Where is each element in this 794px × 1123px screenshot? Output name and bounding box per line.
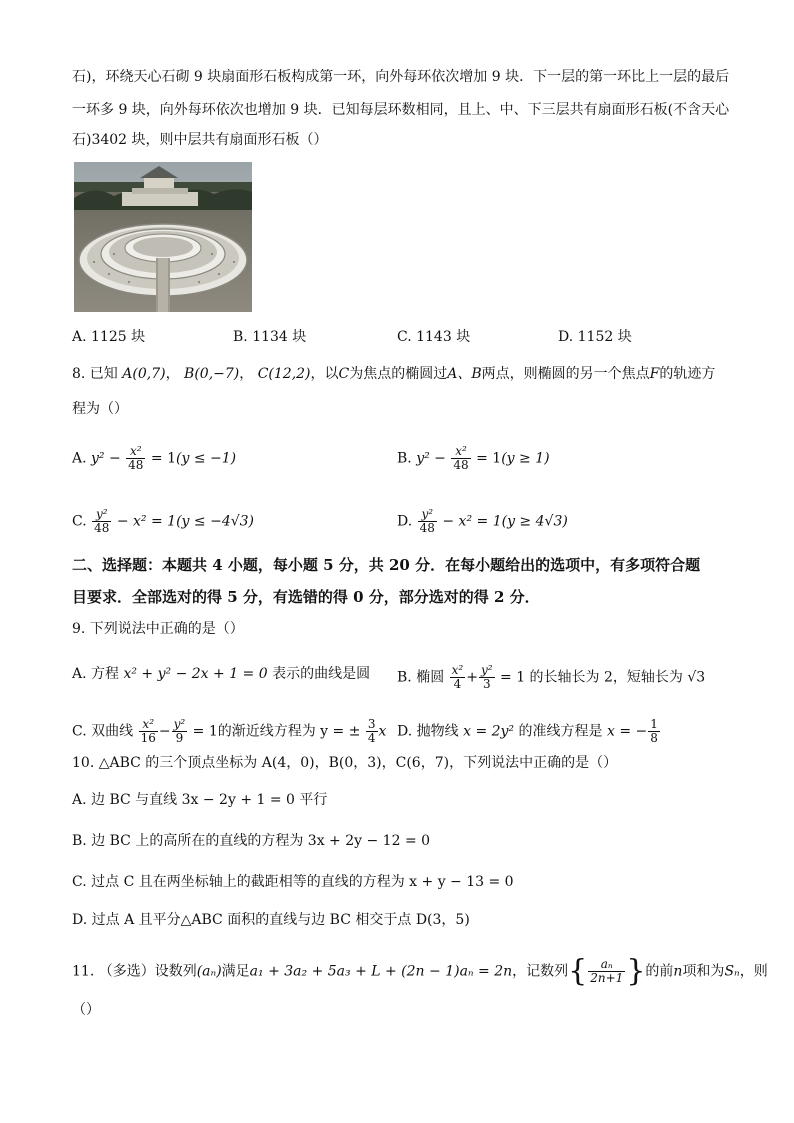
q7-option-c: C. 1143 块 (397, 329, 471, 345)
q11-stem-line-1: 11. （多选）设数列(aₙ)满足a₁ + 3a₂ + 5a₃ + L + (2n − 1)aₙ = 2n，记数列{ $\frac{\text{aₙ}}{2n+1}$ }的前n项和为Sₙ，则 (72, 953, 768, 989)
q8-option-d: D. $\frac{\text{y²}}{48}$ − x² = 1(y ≥ 4√3) (397, 507, 568, 535)
q7-line-2: 一环多 9 块，向外每环依次也增加 9 块．已知每层环数相同，且上、中、下三层共有扇面形石板(不含天心 (72, 102, 730, 118)
q9-option-b: B. 椭圆 $\frac{\text{x²}}{4}$ + $\frac{\text{y²}}{3}$ = 1 的长轴长为 2，短轴长为 √3 (397, 663, 706, 691)
q9-option-a: A. 方程 x² + y² − 2x + 1 = 0 表示的曲线是圆 (72, 666, 371, 682)
q7-line-3: 石)3402 块，则中层共有扇面形石板（） (72, 132, 328, 148)
q8-option-c: C. $\frac{\text{y²}}{48}$ − x² = 1(y ≤ −4√3) (72, 507, 255, 535)
q8-stem-line-1: 8. 已知 A(0,7)， B(0,−7)， C(12,2)，以C为焦点的椭圆过A、B两点，则椭圆的另一个焦点F的轨迹方 (72, 366, 716, 382)
q11-stem-line-2: （） (72, 1002, 100, 1018)
q10-option-d: D. 过点 A 且平分△ABC 面积的直线与边 BC 相交于点 D(3，5) (72, 912, 470, 928)
q7-option-d: D. 1152 块 (558, 329, 632, 345)
q8-option-b: B. y² − $\frac{\text{x²}}{48}$ = 1(y ≥ 1) (397, 444, 550, 472)
q9-option-d: D. 抛物线 x = 2y² 的准线方程是 x = − $\frac{1}{8}$ (397, 717, 658, 745)
q7-line-1: 石)，环绕天心石砌 9 块扇面形石板构成第一环，向外每环依次增加 9 块．下一层的第一环比上一层的最后 (72, 69, 730, 85)
q10-option-a: A. 边 BC 与直线 3x − 2y + 1 = 0 平行 (72, 792, 328, 808)
q10-option-c: C. 过点 C 且在两坐标轴上的截距相等的直线的方程为 x + y − 13 = 0 (72, 874, 514, 890)
altar-photo (74, 162, 252, 312)
section-heading-line-2: 目要求．全部选对的得 5 分，有选错的得 0 分，部分选对的得 2 分． (72, 588, 540, 606)
q10-stem: 10. △ABC 的三个顶点坐标为 A(4，0)，B(0，3)，C(6，7)，下列说法中正确的是（） (72, 755, 618, 771)
q7-option-b: B. 1134 块 (233, 329, 307, 345)
section-heading-line-1: 二、选择题：本题共 4 小题，每小题 5 分，共 20 分．在每小题给出的选项中，有多项符合题 (72, 556, 701, 574)
q10-option-b: B. 边 BC 上的高所在的直线的方程为 3x + 2y − 12 = 0 (72, 833, 431, 849)
q8-stem-line-2: 程为（） (72, 401, 128, 417)
q7-option-a: A. 1125 块 (72, 329, 146, 345)
q9-stem: 9. 下列说法中正确的是（） (72, 621, 244, 637)
q9-option-c: C. 双曲线 $\frac{\text{x²}}{16}$ − $\frac{\text{y²}}{9}$ = 1的渐近线方程为 y = ± $\frac{3}{4}$ x (72, 717, 387, 745)
q8-option-a: A. y² − $\frac{\text{x²}}{48}$ = 1(y ≤ −1) (72, 444, 237, 472)
